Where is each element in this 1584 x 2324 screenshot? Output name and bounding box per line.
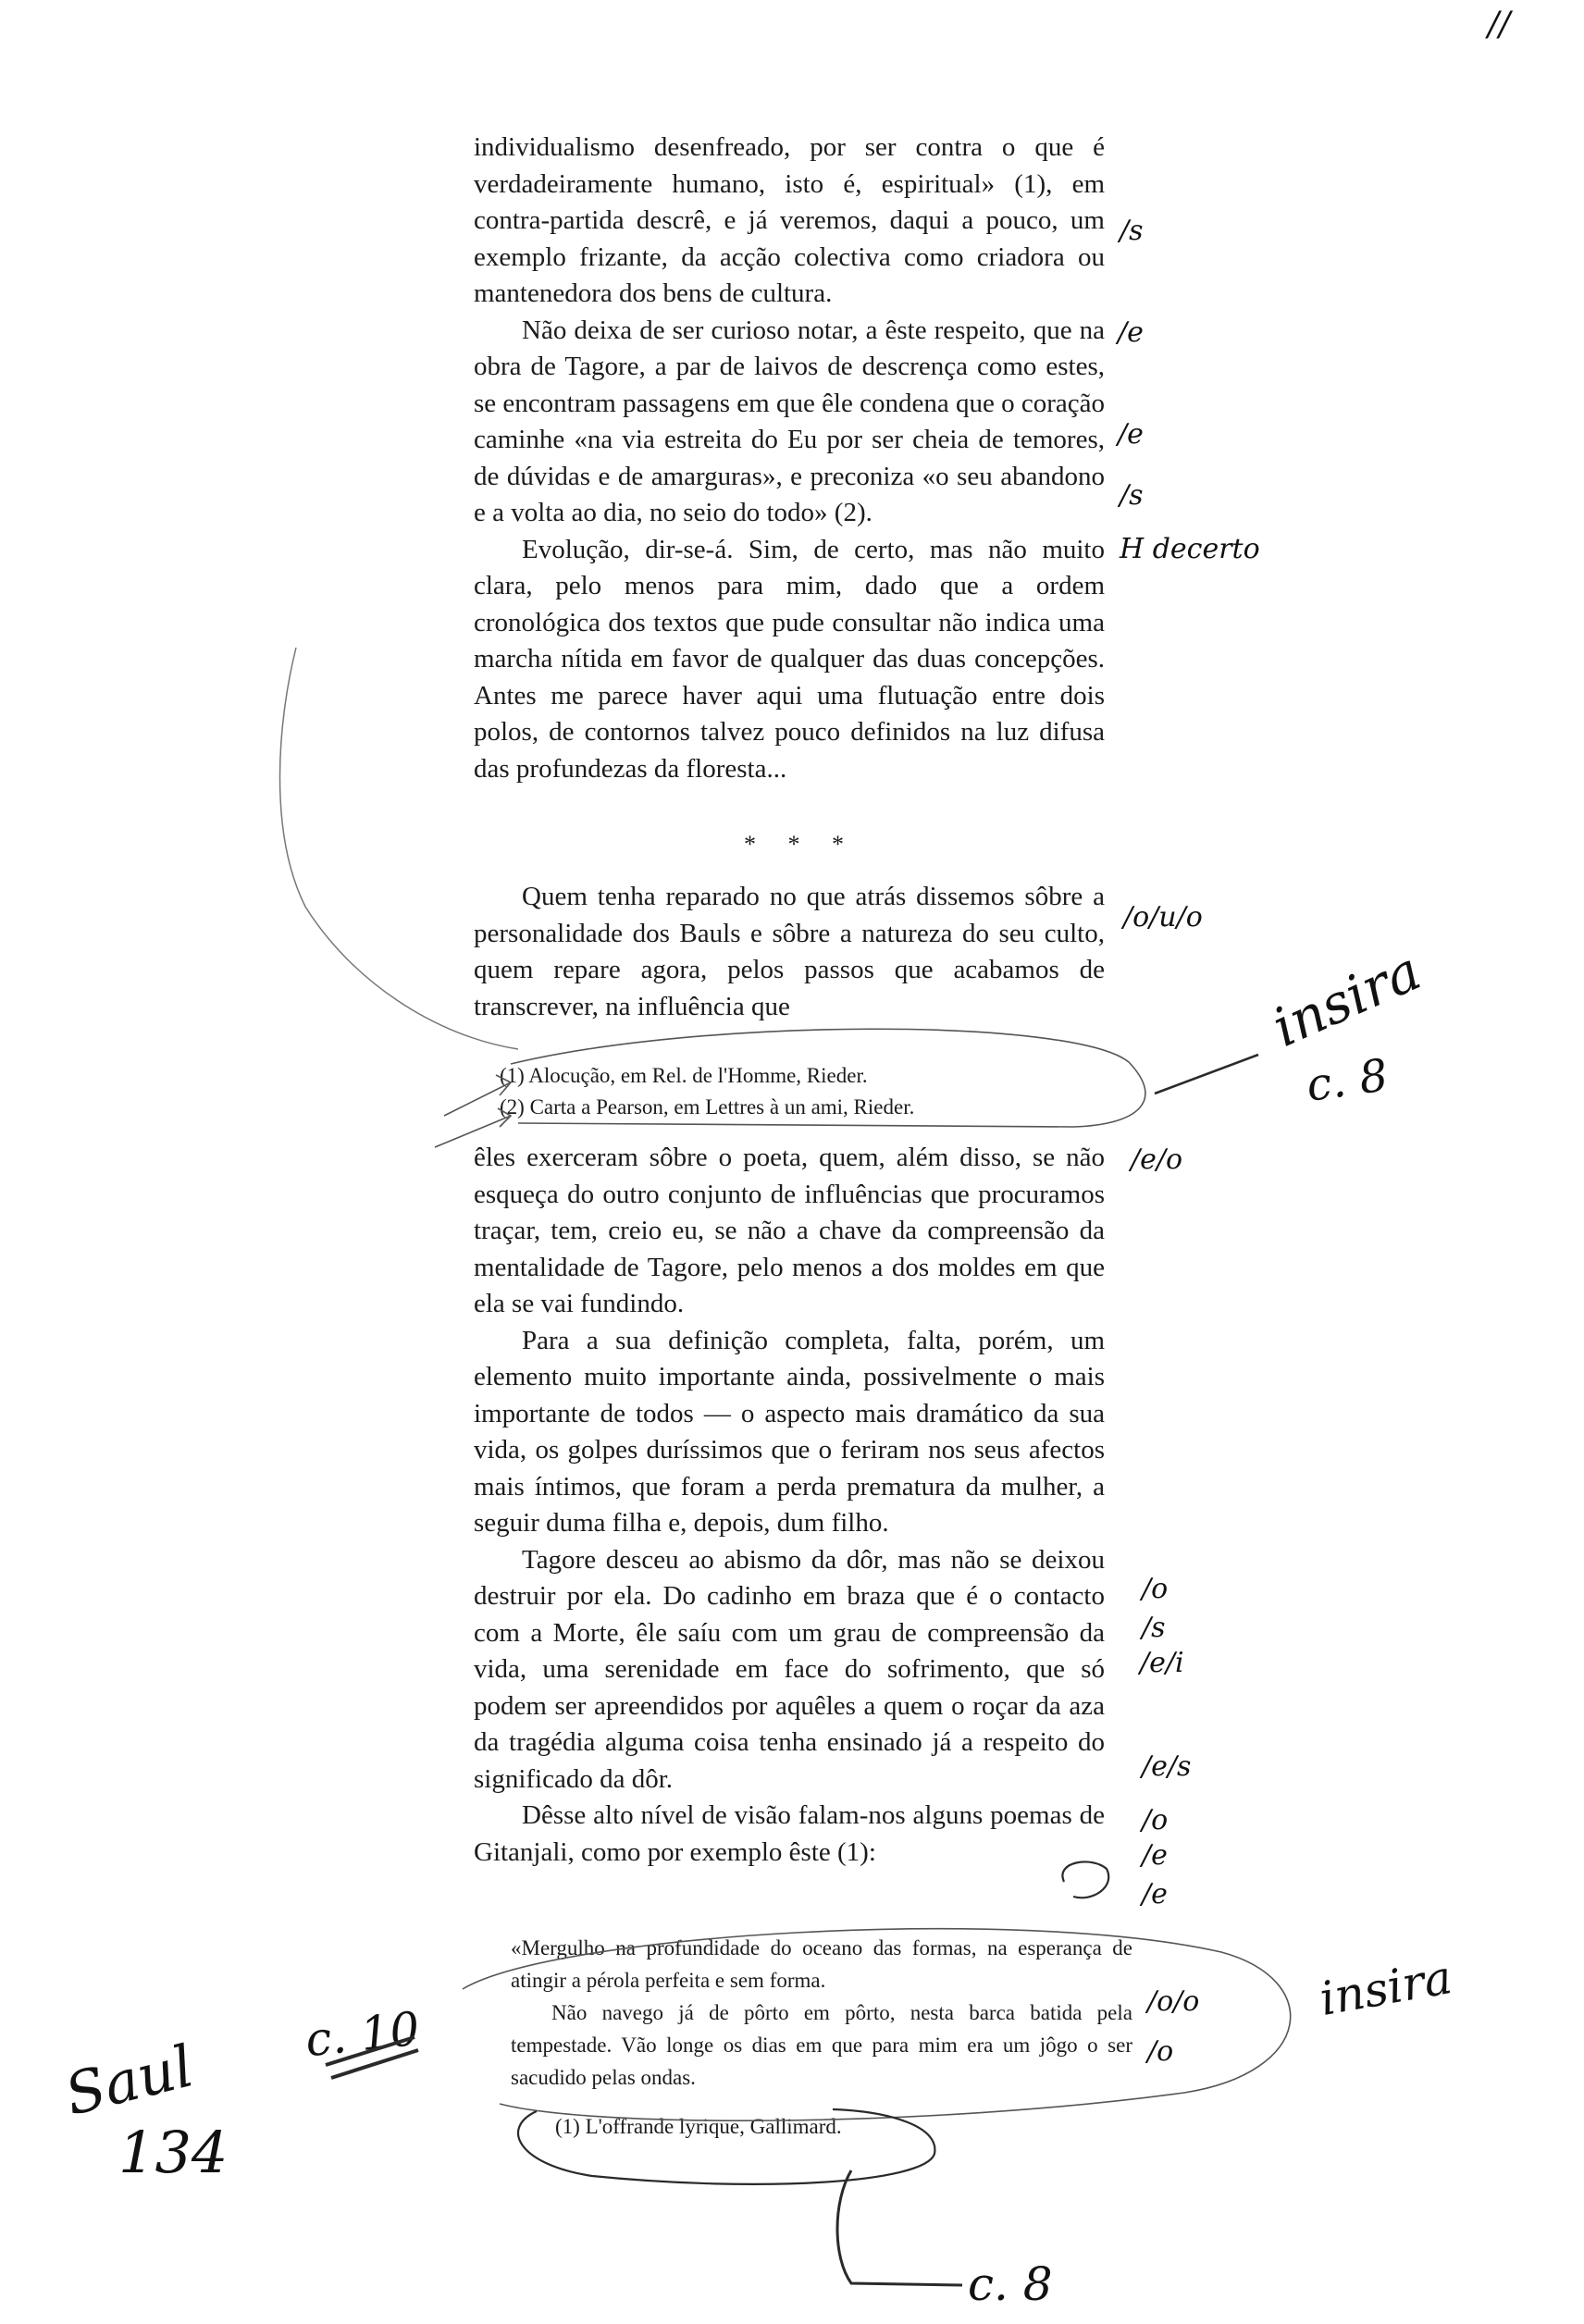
- margin-mark: /e: [1142, 1839, 1168, 1872]
- margin-mark: /o: [1142, 1804, 1169, 1836]
- insert-mark: insira: [1263, 939, 1430, 1059]
- insert-mark: insira: [1316, 1949, 1456, 2027]
- bracket-stroke: [837, 2170, 962, 2285]
- quote-paragraph: Não navego já de pôrto em pôrto, nesta barca batida pela tempestade. Vão longe os dias em que para mim era um jôgo o ser sacudido pelas ondas.: [511, 2001, 1132, 2089]
- paragraph: Não deixa de ser curioso notar, a êste respeito, que na obra de Tagore, a par de laivos de descrença como estes, se encontram passagens em que êle condena que o coração caminhe «na via estreita do Eu por ser cheia de temores, de dúvidas e de amarguras», e preconiza «o seu abandono e a volta ao dia, no seio do todo» (2).: [474, 315, 1105, 527]
- folio-word: Saul: [58, 2032, 200, 2129]
- margin-mark: /e: [1118, 316, 1144, 349]
- margin-mark: /s: [1142, 1612, 1166, 1644]
- paragraph: êles exerceram sôbre o poeta, quem, além disso, se não esqueça do outro conjunto de influências que procuramos traçar, tem, creio eu, se não a chave da compreensão da mentalidade de Tagore, pelo menos a dos moldes em que ela se vai fundindo.: [474, 1143, 1105, 1318]
- folio-number: 134: [118, 2119, 229, 2186]
- footnote-ellipse: [511, 1029, 1145, 1127]
- margin-mark: /e/i: [1140, 1647, 1184, 1679]
- paragraph: individualismo desenfreado, por ser contra o que é verdadeiramente humano, isto é, espiritual» (1), em contra-partida descrê, e já veremos, daqui a pouco, um exemplo frizante, da acção colectiva como criadora ou mantenedora dos bens de cultura.: [474, 132, 1105, 308]
- section-separator: * * *: [744, 831, 857, 858]
- margin-mark: /e: [1118, 418, 1144, 451]
- paragraph: Tagore desceu ao abismo da dôr, mas não se deixou destruir por ela. Do cadinho em braza que é o contacto com a Morte, êle saíu com um grau de compreensão da vida, uma serenidade em face do sofrimento, que só podem ser apreendidos por aquêles a quem o roçar da aza da tragédia alguma coisa tenha ensinado já a respeito do significado da dôr.: [474, 1544, 1105, 1794]
- insert-line: [1155, 1055, 1258, 1094]
- circle-mark: [1062, 1861, 1108, 1898]
- margin-mark: /e: [1142, 1878, 1168, 1910]
- paragraph: Evolução, dir-se-á. Sim, de certo, mas não muito clara, pelo menos para mim, dado que a ordem cronológica dos textos que pude consultar não indica uma marcha nítida em favor de qualquer das duas concepções. Antes me parece haver aqui uma flutuação entre dois polos, de contornos talvez pouco definidos na luz difusa das profundezas da floresta...: [474, 534, 1105, 784]
- margin-mark: /o/u/o: [1123, 901, 1203, 933]
- margin-mark: /e/s: [1142, 1750, 1192, 1783]
- footnote: (1) Alocução, em Rel. de l'Homme, Rieder.: [500, 1064, 868, 1087]
- corner-mark: //: [1488, 6, 1511, 43]
- margin-mark: /e/o: [1131, 1143, 1183, 1176]
- paragraph: Para a sua definição completa, falta, porém, um elemento muito importante ainda, possivelmente o mais importante de todos — o aspecto mais dramático da sua vida, os golpes duríssimos que o feriram nos seus afectos mais íntimos, que foram a perda prematura da mulher, a seguir duma filha e, depois, dum filho.: [474, 1325, 1105, 1538]
- quote-paragraph: «Mergulho na profundidade do oceano das formas, na esperança de atingir a pérola perfeita e sem forma.: [511, 1936, 1132, 1992]
- chapter-mark: c. 10: [303, 2001, 423, 2068]
- underline-stroke: [326, 2037, 418, 2078]
- paragraph: Quem tenha reparado no que atrás dissemos sôbre a personalidade dos Bauls e sôbre a natureza do seu culto, quem repare agora, pelos passos que acabamos de transcrever, na influência que: [474, 882, 1105, 1021]
- margin-mark: /o: [1147, 2035, 1174, 2068]
- footnote: (1) L'offrande lyrique, Gallimard.: [555, 2115, 842, 2138]
- quote-ellipse: [463, 1929, 1291, 2120]
- footnote-loop: [280, 648, 519, 1049]
- margin-mark: /o/o: [1147, 1985, 1200, 2018]
- margin-mark: H decerto: [1120, 533, 1260, 565]
- margin-mark: /o: [1142, 1573, 1169, 1605]
- margin-mark: /s: [1120, 479, 1144, 512]
- footnote: (2) Carta a Pearson, em Lettres à un ami, Rieder.: [500, 1095, 915, 1119]
- margin-mark: /s: [1120, 215, 1144, 247]
- chapter-mark: c. 8: [968, 2257, 1053, 2311]
- paragraph: Dêsse alto nível de visão falam-nos alguns poemas de Gitanjali, como por exemplo êste (1):: [474, 1800, 1105, 1867]
- chapter-mark: c. 8: [1303, 1049, 1392, 1112]
